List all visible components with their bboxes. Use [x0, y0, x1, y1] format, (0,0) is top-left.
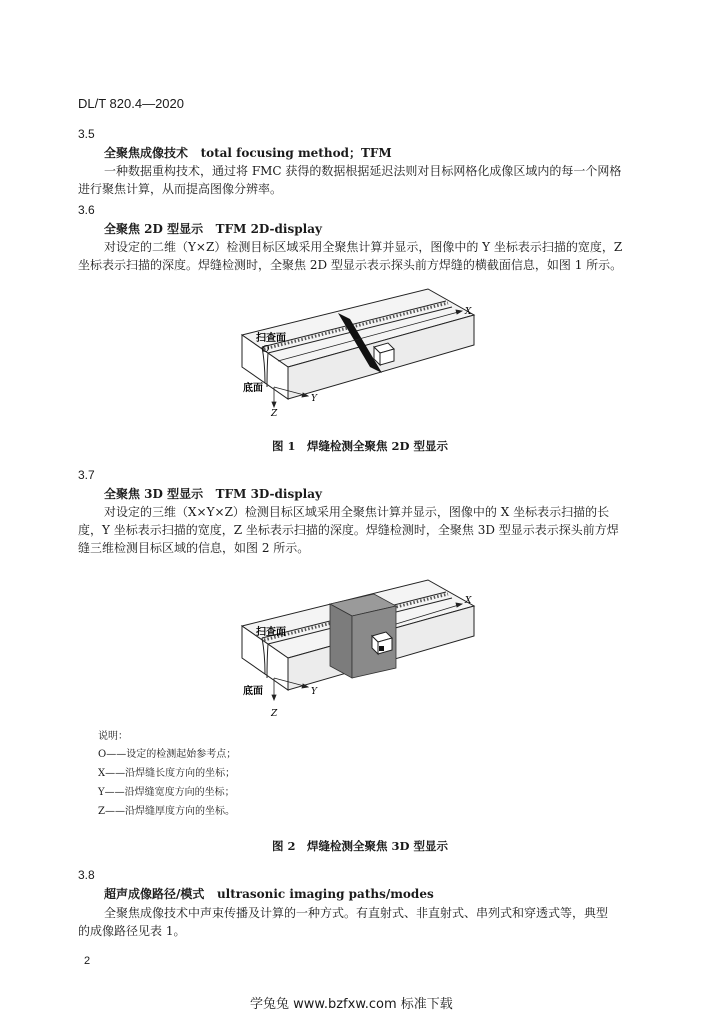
figure-2-caption: 图 2 焊缝检测全聚焦 3D 型显示: [272, 839, 448, 853]
term-heading-3-6: [104, 222, 322, 236]
probe-icon: [374, 343, 394, 365]
definition-line: 的成像路径见表 1。: [78, 924, 186, 938]
term-zh: 全聚焦 2D 型显示: [104, 222, 204, 236]
term-en: total focusing method；TFM: [200, 146, 392, 160]
term-heading-3-7: [104, 487, 322, 501]
figure-2-diagram: [238, 574, 490, 724]
bottom-surface-label: 底面: [243, 686, 263, 697]
term-heading-3-8: [104, 887, 434, 901]
term-en: ultrasonic imaging paths/modes: [216, 887, 434, 901]
clause-number-3-7: 3.7: [78, 468, 95, 482]
scan-surface-label: 扫查面: [256, 627, 286, 638]
definition-line: 一种数据重构技术，通过将 FMC 获得的数据根据延迟法则对目标网格化成像区域内的每一个网格: [104, 164, 622, 178]
definition-line: 对设定的二维（Y×Z）检测目标区域采用全聚焦计算并显示，图像中的 Y 坐标表示扫描的宽度，Z: [104, 240, 623, 254]
scan-surface-label: 扫查面: [256, 333, 286, 344]
legend-title: 说明：: [98, 731, 128, 742]
watermark-text: 学兔兔 www.bzfxw.com 标准下载: [250, 997, 453, 1012]
legend-item: X——沿焊缝长度方向的坐标；: [98, 768, 236, 779]
clause-number-3-6: 3.6: [78, 203, 95, 217]
origin-label: O: [262, 345, 270, 355]
figure-1-caption: 图 1 焊缝检测全聚焦 2D 型显示: [272, 439, 448, 453]
z-axis-label: Z: [271, 709, 278, 719]
term-heading-3-5: [104, 146, 392, 160]
legend-item: Y——沿焊缝宽度方向的坐标；: [98, 787, 235, 798]
definition-line: 进行聚焦计算，从而提高图像分辨率。: [78, 182, 283, 196]
legend-item: O——设定的检测起始参考点；: [98, 749, 237, 760]
legend-item: Z——沿焊缝厚度方向的坐标。: [98, 806, 235, 817]
y-axis-label: Y: [311, 394, 317, 404]
term-zh: 全聚焦成像技术: [104, 146, 189, 160]
page-number: 2: [84, 955, 91, 967]
definition-line: 全聚焦成像技术中声束传播及计算的一种方式。有直射式、非直射式、串列式和穿透式等，典型: [104, 906, 609, 920]
term-zh: 全聚焦 3D 型显示: [104, 487, 204, 501]
z-axis-label: Z: [271, 409, 278, 419]
y-axis-label: Y: [311, 687, 317, 697]
bottom-surface-label: 底面: [243, 383, 263, 394]
x-axis-label: X: [465, 596, 472, 606]
definition-line: 缝三维检测目标区域的信息，如图 2 所示。: [78, 541, 310, 555]
term-en: TFM 2D-display: [215, 222, 322, 236]
clause-number-3-8: 3.8: [78, 868, 95, 882]
document-number: DL/T 820.4—2020: [78, 96, 184, 111]
definition-line: 度，Y 坐标表示扫描的宽度，Z 坐标表示扫描的深度。焊缝检测时，全聚焦 3D 型显示表示探头前方焊: [78, 523, 619, 537]
definition-line: 坐标表示扫描的深度。焊缝检测时，全聚焦 2D 型显示表示探头前方焊缝的横截面信息，如图 1 所示。: [78, 258, 623, 272]
term-zh: 超声成像路径/模式: [104, 887, 205, 901]
term-en: TFM 3D-display: [215, 487, 322, 501]
focus-point-marker: [379, 646, 384, 651]
figure-1-diagram: [238, 283, 490, 423]
clause-number-3-5: 3.5: [78, 127, 95, 141]
x-axis-label: X: [465, 307, 472, 317]
definition-line: 对设定的三维（X×Y×Z）检测目标区域采用全聚焦计算并显示，图像中的 X 坐标表示扫描的长: [104, 505, 610, 519]
